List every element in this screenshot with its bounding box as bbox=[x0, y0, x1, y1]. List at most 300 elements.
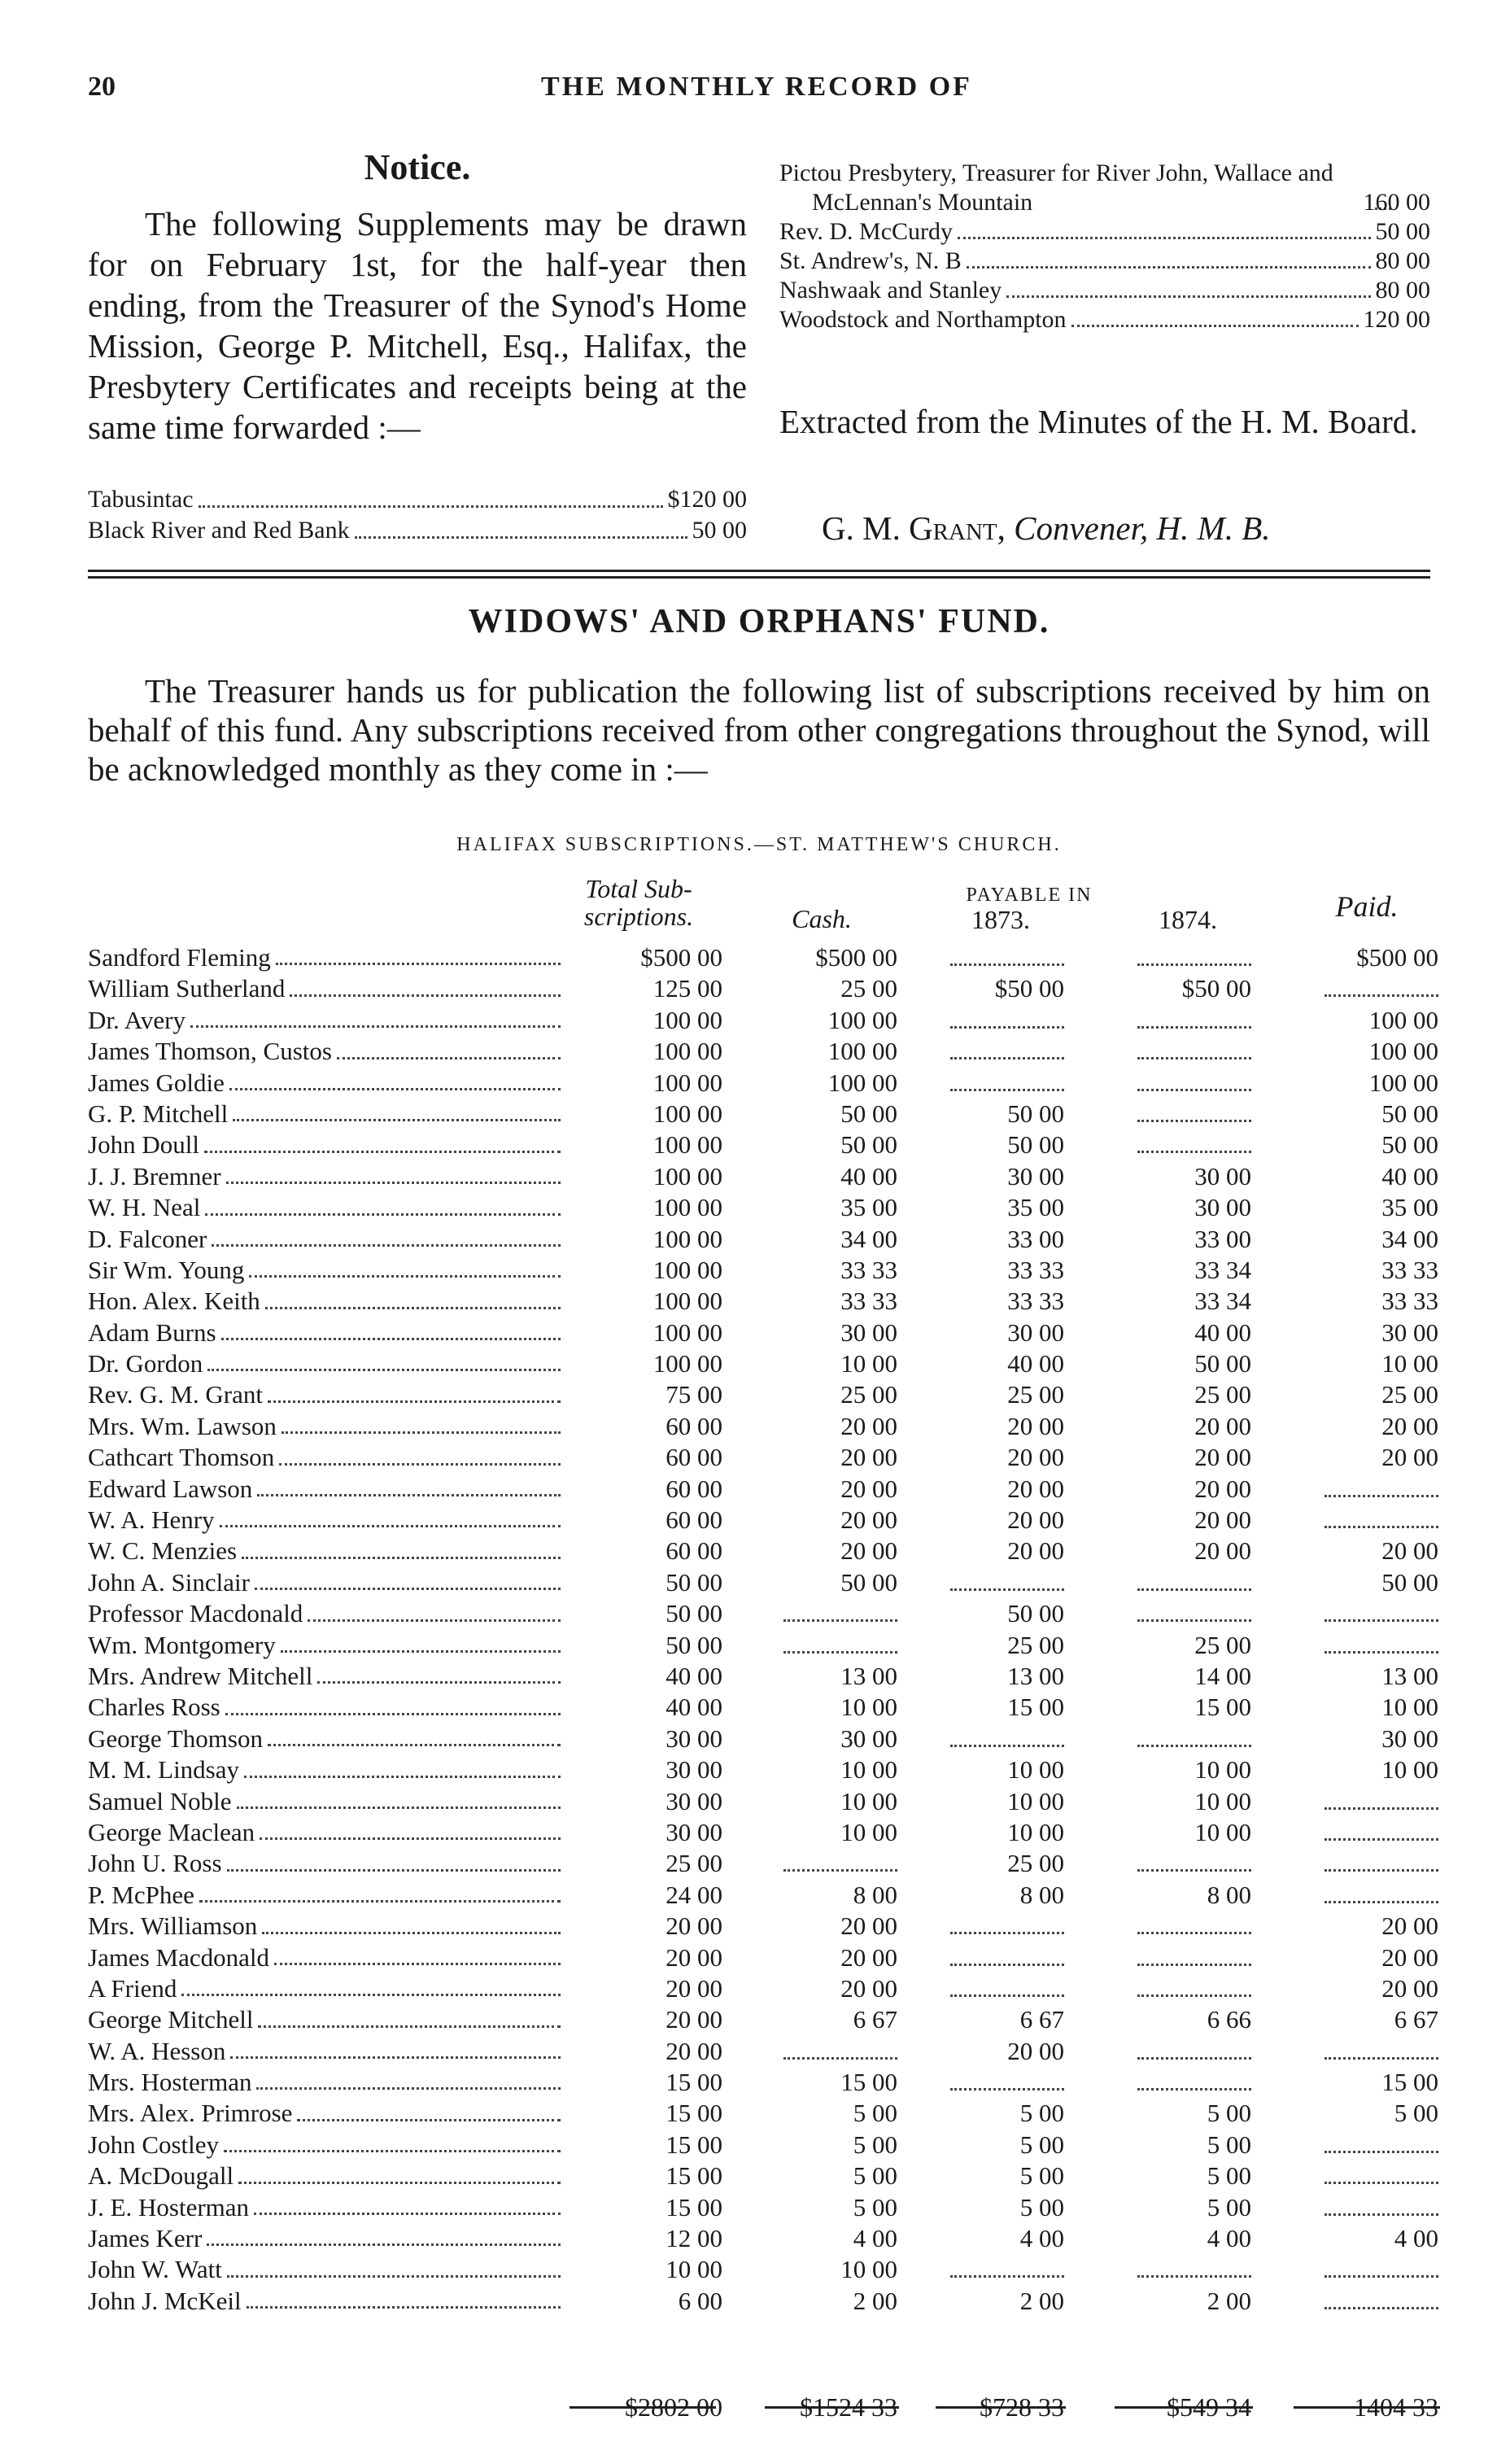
cash-cell: 40 00 bbox=[840, 1161, 897, 1190]
table-row bbox=[88, 1786, 1438, 1817]
blank-leader bbox=[783, 1851, 897, 1872]
table-row bbox=[88, 1161, 1438, 1192]
total-cell: 60 00 bbox=[666, 1505, 722, 1535]
y1873-cell: 50 00 bbox=[1007, 1130, 1064, 1160]
table-row bbox=[88, 1973, 1438, 2004]
presbytery-heading-row bbox=[779, 159, 1430, 217]
y1873-cell: 25 00 bbox=[1007, 1630, 1064, 1659]
subscriber-name: D. Falconer bbox=[88, 1224, 207, 1253]
dot-leader bbox=[260, 1837, 561, 1840]
total-cell: 15 00 bbox=[666, 2192, 722, 2222]
supplement-amount: 50 00 bbox=[692, 517, 747, 544]
y1873-cell: 20 00 bbox=[1007, 1443, 1064, 1472]
subscriber-cell bbox=[88, 1192, 564, 1223]
paid-cell: 100 00 bbox=[1368, 1037, 1438, 1066]
subscriber-cell bbox=[88, 2160, 564, 2191]
subscriber-cell bbox=[88, 2067, 564, 2098]
col-header-total-line1: Total Sub- bbox=[585, 874, 692, 903]
paid-cell bbox=[1292, 2160, 1438, 2191]
blank-leader bbox=[950, 2257, 1064, 2278]
supplement-item bbox=[88, 515, 747, 546]
total-cell: 10 00 bbox=[666, 2255, 722, 2284]
subscriber-name: J. E. Hosterman bbox=[88, 2192, 250, 2222]
total-cell: 100 00 bbox=[652, 1161, 722, 1190]
paid-cell: 20 00 bbox=[1381, 1411, 1438, 1440]
y1874-cell: 15 00 bbox=[1194, 1693, 1251, 1722]
total-cell: 15 00 bbox=[666, 2068, 722, 2097]
blank-leader bbox=[950, 1914, 1064, 1934]
subscriber-cell bbox=[88, 1942, 564, 1973]
y1873-cell: 10 00 bbox=[1007, 1817, 1064, 1846]
subscriber-cell bbox=[88, 2130, 564, 2160]
blank-leader bbox=[783, 2039, 897, 2060]
subscriber-cell bbox=[88, 1286, 564, 1317]
table-row bbox=[88, 1880, 1438, 1911]
table-row bbox=[88, 1036, 1438, 1067]
paid-cell bbox=[1292, 2254, 1438, 2285]
paid-cell: 13 00 bbox=[1381, 1661, 1438, 1690]
dot-leader bbox=[268, 1400, 561, 1403]
total-cell: 30 00 bbox=[666, 1755, 722, 1785]
y1873-cell: 8 00 bbox=[1019, 1880, 1064, 1909]
dot-leader bbox=[355, 536, 687, 539]
notice-title: Notice. bbox=[364, 147, 471, 187]
dot-leader bbox=[265, 1307, 561, 1309]
blank-leader bbox=[950, 1039, 1064, 1059]
supplement-item bbox=[779, 305, 1430, 334]
cash-cell: 20 00 bbox=[840, 1443, 897, 1472]
table-row bbox=[88, 1723, 1438, 1754]
table-row bbox=[88, 1598, 1438, 1629]
table-row bbox=[88, 1911, 1438, 1942]
subscriber-cell bbox=[88, 1848, 564, 1879]
table-row bbox=[88, 1474, 1438, 1505]
section-rule-top bbox=[88, 570, 1430, 572]
subscriber-name: Mrs. Williamson bbox=[88, 1911, 258, 1941]
subscriber-name: Mrs. Andrew Mitchell bbox=[88, 1661, 313, 1690]
paid-cell: 40 00 bbox=[1381, 1161, 1438, 1190]
subscriber-name: Adam Burns bbox=[88, 1317, 216, 1347]
dot-leader bbox=[274, 1963, 561, 1965]
cash-cell: 20 00 bbox=[840, 1536, 897, 1566]
presbytery-amount: 160 00 bbox=[1363, 189, 1430, 216]
subscriber-name: George Thomson bbox=[88, 1723, 263, 1753]
table-row bbox=[88, 1692, 1438, 1723]
blank-leader bbox=[1137, 1039, 1251, 1059]
subscriptions-table bbox=[88, 942, 1438, 2317]
table-row bbox=[88, 1536, 1438, 1566]
table-row bbox=[88, 1817, 1438, 1848]
supplement-item bbox=[779, 276, 1430, 305]
subscriber-name: Sandford Fleming bbox=[88, 943, 271, 972]
blank-leader bbox=[950, 1977, 1064, 1997]
dot-leader bbox=[290, 994, 561, 997]
presbytery-heading bbox=[779, 159, 1430, 217]
subscriber-name: Dr. Gordon bbox=[88, 1349, 203, 1378]
y1873-cell: 20 00 bbox=[1007, 1536, 1064, 1566]
col-header-paid: Paid. bbox=[1335, 890, 1399, 923]
total-cell: 100 00 bbox=[652, 1255, 722, 1284]
col-header-1873: 1873. bbox=[971, 905, 1030, 934]
total-cell: 15 00 bbox=[666, 2161, 722, 2191]
dot-leader bbox=[207, 2243, 561, 2246]
table-row bbox=[88, 1942, 1438, 1973]
y1873-cell bbox=[934, 1973, 1064, 2004]
section-rule-bottom bbox=[88, 576, 1430, 579]
y1873-cell bbox=[934, 942, 1064, 973]
paid-cell: 35 00 bbox=[1381, 1193, 1438, 1222]
total-cell: 20 00 bbox=[666, 1911, 722, 1941]
y1873-cell: 35 00 bbox=[1007, 1193, 1064, 1222]
table-row bbox=[88, 2223, 1438, 2254]
table-row bbox=[88, 1348, 1438, 1379]
cash-cell: 20 00 bbox=[840, 1505, 897, 1535]
y1873-cell: 10 00 bbox=[1007, 1755, 1064, 1785]
paid-cell: 30 00 bbox=[1381, 1317, 1438, 1347]
cash-cell: 5 00 bbox=[853, 2161, 897, 2191]
subscriber-name: A. McDougall bbox=[88, 2161, 234, 2191]
subscriber-cell bbox=[88, 1129, 564, 1160]
table-row bbox=[88, 1630, 1438, 1661]
dot-leader bbox=[247, 2306, 561, 2309]
dot-leader bbox=[242, 1557, 561, 1559]
blank-leader bbox=[1137, 1946, 1251, 1966]
blank-leader bbox=[1325, 1789, 1438, 1810]
total-cell: 60 00 bbox=[666, 1443, 722, 1472]
subscriber-name: Edward Lawson bbox=[88, 1474, 253, 1503]
y1873-cell: $50 00 bbox=[994, 974, 1064, 1003]
blank-leader bbox=[1325, 1633, 1438, 1654]
cash-cell: 33 33 bbox=[840, 1255, 897, 1284]
subscriber-cell bbox=[88, 2254, 564, 2285]
page-number: 20 bbox=[88, 72, 116, 102]
total-cell: 6 00 bbox=[678, 2286, 722, 2315]
table-row bbox=[88, 1848, 1438, 1879]
table-row bbox=[88, 2098, 1438, 2129]
running-title: THE MONTHLY RECORD OF bbox=[541, 72, 972, 102]
subscriber-name: John W. Watt bbox=[88, 2255, 222, 2284]
paid-cell: 50 00 bbox=[1381, 1099, 1438, 1128]
paid-cell: 20 00 bbox=[1381, 1536, 1438, 1566]
blank-leader bbox=[1137, 1601, 1251, 1622]
dot-leader bbox=[199, 1900, 561, 1903]
table-row bbox=[88, 1661, 1438, 1692]
subscriber-cell bbox=[88, 1161, 564, 1192]
subscriber-name: Charles Ross bbox=[88, 1693, 220, 1722]
supplement-list-right bbox=[779, 159, 1430, 334]
y1874-cell: 20 00 bbox=[1194, 1474, 1251, 1503]
blank-leader bbox=[950, 1727, 1064, 1747]
subscriber-name: John Doull bbox=[88, 1130, 199, 1160]
total-cell: $500 00 bbox=[640, 943, 722, 972]
y1874-cell bbox=[1113, 1973, 1251, 2004]
supplement-item bbox=[88, 484, 747, 515]
col-header-1874: 1874. bbox=[1159, 905, 1217, 934]
subscriber-cell bbox=[88, 1692, 564, 1723]
cash-cell: 30 00 bbox=[840, 1723, 897, 1753]
y1874-cell: 14 00 bbox=[1194, 1661, 1251, 1690]
y1874-cell bbox=[1113, 1099, 1251, 1129]
cash-cell: 33 33 bbox=[840, 1287, 897, 1316]
cash-cell: 15 00 bbox=[840, 2068, 897, 2097]
blank-leader bbox=[1325, 1508, 1438, 1528]
paid-cell: 50 00 bbox=[1381, 1567, 1438, 1597]
paid-cell bbox=[1292, 1848, 1438, 1879]
paid-cell bbox=[1292, 1786, 1438, 1817]
total-cell: 60 00 bbox=[666, 1536, 722, 1566]
blank-leader bbox=[1137, 1571, 1251, 1591]
cash-cell: 25 00 bbox=[840, 1380, 897, 1409]
subscriber-cell bbox=[88, 1036, 564, 1067]
dot-leader bbox=[1006, 295, 1370, 298]
supplement-list-left bbox=[88, 484, 747, 546]
blank-leader bbox=[950, 1571, 1064, 1591]
cash-cell: $500 00 bbox=[815, 943, 897, 972]
cash-cell: 50 00 bbox=[840, 1099, 897, 1128]
total-cell: 100 00 bbox=[652, 1287, 722, 1316]
cash-cell: 10 00 bbox=[840, 1786, 897, 1815]
y1873-cell: 2 00 bbox=[1019, 2286, 1064, 2315]
subscriber-cell bbox=[88, 1224, 564, 1255]
supplement-amount: 80 00 bbox=[1375, 277, 1430, 304]
total-cash: $1524 33 bbox=[800, 2392, 897, 2422]
dot-leader bbox=[297, 2119, 561, 2121]
table-row bbox=[88, 2254, 1438, 2285]
paid-cell: 33 33 bbox=[1381, 1287, 1438, 1316]
subscriber-name: James Goldie bbox=[88, 1068, 225, 1097]
subscriber-name: P. McPhee bbox=[88, 1880, 194, 1909]
paid-cell bbox=[1292, 2192, 1438, 2223]
paid-cell: 33 33 bbox=[1381, 1255, 1438, 1284]
blank-leader bbox=[950, 1071, 1064, 1091]
cash-cell: 20 00 bbox=[840, 1942, 897, 1972]
paid-cell: $500 00 bbox=[1356, 943, 1438, 972]
subscriber-name: Samuel Noble bbox=[88, 1786, 232, 1815]
y1874-cell bbox=[1113, 1567, 1251, 1598]
subscriber-name: Dr. Avery bbox=[88, 1005, 185, 1034]
subscriber-cell bbox=[88, 1536, 564, 1566]
table-row bbox=[88, 1068, 1438, 1099]
blank-leader bbox=[1137, 2039, 1251, 2060]
y1874-cell: 25 00 bbox=[1194, 1630, 1251, 1659]
table-row bbox=[88, 1286, 1438, 1317]
table-row bbox=[88, 2130, 1438, 2160]
paid-cell bbox=[1292, 1505, 1438, 1536]
blank-leader bbox=[1137, 1727, 1251, 1747]
y1873-cell: 50 00 bbox=[1007, 1099, 1064, 1128]
y1874-cell: 50 00 bbox=[1194, 1349, 1251, 1378]
subscriber-cell bbox=[88, 942, 564, 973]
y1874-cell: 20 00 bbox=[1194, 1536, 1251, 1566]
cash-cell bbox=[763, 1630, 897, 1661]
subscriber-cell bbox=[88, 1817, 564, 1848]
paid-cell: 100 00 bbox=[1368, 1068, 1438, 1097]
y1873-cell bbox=[934, 1723, 1064, 1754]
presbytery-label: Pictou Presbytery, Treasurer for River John, Wallace and McLennan's Mountain bbox=[779, 159, 1333, 216]
table-row bbox=[88, 1129, 1438, 1160]
cash-cell: 20 00 bbox=[840, 1411, 897, 1440]
supplement-label: Black River and Red Bank bbox=[88, 517, 350, 544]
blank-leader bbox=[1137, 1071, 1251, 1091]
blank-leader bbox=[1137, 1977, 1251, 1997]
dot-leader bbox=[281, 1431, 561, 1434]
subscriber-name: John U. Ross bbox=[88, 1849, 222, 1878]
cash-cell: 25 00 bbox=[840, 974, 897, 1003]
blank-leader bbox=[950, 946, 1064, 966]
total-cell: 20 00 bbox=[666, 1973, 722, 2003]
total-cell: 40 00 bbox=[666, 1693, 722, 1722]
paid-cell: 25 00 bbox=[1381, 1380, 1438, 1409]
supplement-label: St. Andrew's, N. B bbox=[779, 247, 962, 274]
y1874-cell: 33 00 bbox=[1194, 1224, 1251, 1253]
y1874-cell: 8 00 bbox=[1207, 1880, 1251, 1909]
totals-row bbox=[88, 2392, 1438, 2464]
supplement-label: Nashwaak and Stanley bbox=[779, 277, 1002, 304]
blank-leader bbox=[783, 1633, 897, 1654]
dot-leader bbox=[958, 237, 1370, 239]
cash-cell: 20 00 bbox=[840, 1973, 897, 2003]
dot-leader bbox=[276, 963, 561, 965]
subscriber-name: G. P. Mitchell bbox=[88, 1099, 229, 1128]
blank-leader bbox=[1137, 1851, 1251, 1872]
cash-cell: 34 00 bbox=[840, 1224, 897, 1253]
subscriber-cell bbox=[88, 1880, 564, 1911]
subscriber-name: J. J. Bremner bbox=[88, 1161, 221, 1190]
subscriber-cell bbox=[88, 1005, 564, 1036]
paid-cell bbox=[1292, 1598, 1438, 1629]
y1873-cell bbox=[934, 1068, 1064, 1099]
y1873-cell: 30 00 bbox=[1007, 1317, 1064, 1347]
table-row bbox=[88, 1567, 1438, 1598]
subscriber-name: John Costley bbox=[88, 2130, 220, 2159]
blank-leader bbox=[1325, 1601, 1438, 1622]
y1874-cell: 33 34 bbox=[1194, 1287, 1251, 1316]
blank-leader bbox=[1325, 2257, 1438, 2278]
total-cell: 12 00 bbox=[666, 2224, 722, 2253]
y1874-cell: 33 34 bbox=[1194, 1255, 1251, 1284]
paid-cell: 30 00 bbox=[1381, 1723, 1438, 1753]
total-cell: 20 00 bbox=[666, 2036, 722, 2065]
dot-leader bbox=[256, 2087, 561, 2090]
paid-cell bbox=[1292, 1630, 1438, 1661]
y1873-cell: 30 00 bbox=[1007, 1161, 1064, 1190]
cash-cell bbox=[763, 2036, 897, 2067]
total-cell: 100 00 bbox=[652, 1317, 722, 1347]
paid-cell: 20 00 bbox=[1381, 1942, 1438, 1972]
y1873-cell bbox=[934, 2254, 1064, 2285]
total-cell: 100 00 bbox=[652, 1130, 722, 1160]
subscriber-cell bbox=[88, 1630, 564, 1661]
y1873-cell: 20 00 bbox=[1007, 1411, 1064, 1440]
dot-leader bbox=[229, 1088, 561, 1090]
y1874-cell: 5 00 bbox=[1207, 2099, 1251, 2128]
y1874-cell bbox=[1113, 942, 1251, 973]
total-cell: 15 00 bbox=[666, 2130, 722, 2159]
total-cell: 100 00 bbox=[652, 1224, 722, 1253]
blank-leader bbox=[1325, 2164, 1438, 2184]
subscriber-cell bbox=[88, 2223, 564, 2254]
paid-cell: 6 67 bbox=[1394, 2005, 1438, 2034]
subscriber-name: Mrs. Alex. Primrose bbox=[88, 2099, 293, 2128]
paid-cell: 20 00 bbox=[1381, 1443, 1438, 1472]
subscriber-name: James Kerr bbox=[88, 2224, 203, 2253]
subscriber-name: James Thomson, Custos bbox=[88, 1037, 332, 1066]
cash-cell: 2 00 bbox=[853, 2286, 897, 2315]
y1874-cell: 25 00 bbox=[1194, 1380, 1251, 1409]
paid-cell bbox=[1292, 2036, 1438, 2067]
total-cell: 15 00 bbox=[666, 2099, 722, 2128]
subscriber-cell bbox=[88, 1317, 564, 1348]
y1873-cell: 5 00 bbox=[1019, 2130, 1064, 2159]
cash-cell: 50 00 bbox=[840, 1130, 897, 1160]
cash-cell: 10 00 bbox=[840, 2255, 897, 2284]
paid-cell bbox=[1292, 2130, 1438, 2160]
paid-cell: 100 00 bbox=[1368, 1005, 1438, 1034]
subscriber-name: W. H. Neal bbox=[88, 1193, 201, 1222]
table-row bbox=[88, 2286, 1438, 2317]
y1874-cell: 40 00 bbox=[1194, 1317, 1251, 1347]
blank-leader bbox=[950, 2070, 1064, 2090]
y1874-cell: 10 00 bbox=[1194, 1755, 1251, 1785]
dot-leader bbox=[227, 2275, 561, 2278]
dot-leader bbox=[230, 2056, 561, 2059]
subscriber-name: A Friend bbox=[88, 1973, 177, 2003]
y1873-cell: 13 00 bbox=[1007, 1661, 1064, 1690]
y1874-cell bbox=[1113, 1942, 1251, 1973]
col-header-cash: Cash. bbox=[792, 904, 852, 933]
supplement-label: Rev. D. McCurdy bbox=[779, 218, 954, 245]
subscriber-cell bbox=[88, 1099, 564, 1129]
table-row bbox=[88, 1192, 1438, 1223]
subscriber-cell bbox=[88, 2036, 564, 2067]
total-cell: 75 00 bbox=[666, 1380, 722, 1409]
subscriber-name: Professor Macdonald bbox=[88, 1599, 303, 1628]
table-row bbox=[88, 1224, 1438, 1255]
subscriber-name: George Maclean bbox=[88, 1817, 255, 1846]
y1873-cell: 25 00 bbox=[1007, 1380, 1064, 1409]
y1874-cell: 20 00 bbox=[1194, 1443, 1251, 1472]
y1874-cell bbox=[1113, 1848, 1251, 1879]
dot-leader bbox=[308, 1619, 561, 1622]
dot-leader bbox=[254, 2213, 561, 2215]
extract-note: Extracted from the Minutes of the H. M. Board. bbox=[779, 403, 1418, 440]
subscriber-cell bbox=[88, 1973, 564, 2004]
table-row bbox=[88, 1255, 1438, 1286]
table-row bbox=[88, 2036, 1438, 2067]
y1873-cell bbox=[934, 1036, 1064, 1067]
dot-leader bbox=[220, 1525, 561, 1527]
dot-leader bbox=[225, 1713, 561, 1715]
subscriber-name: Rev. G. M. Grant bbox=[88, 1380, 263, 1409]
y1873-cell bbox=[934, 1005, 1064, 1036]
subscriber-name: Sir Wm. Young bbox=[88, 1255, 245, 1284]
y1874-cell: 5 00 bbox=[1207, 2161, 1251, 2191]
dot-leader bbox=[181, 1994, 561, 1996]
dot-leader bbox=[224, 2150, 561, 2152]
subscriber-cell bbox=[88, 1786, 564, 1817]
y1873-cell: 33 33 bbox=[1007, 1287, 1064, 1316]
total-1874: $549 34 bbox=[1167, 2392, 1251, 2422]
paid-cell: 10 00 bbox=[1381, 1755, 1438, 1785]
total-cell: 30 00 bbox=[666, 1723, 722, 1753]
table-row bbox=[88, 1099, 1438, 1129]
table-row bbox=[88, 1754, 1438, 1785]
y1873-cell: 6 67 bbox=[1019, 2005, 1064, 2034]
blank-leader bbox=[1325, 2289, 1438, 2309]
y1873-cell: 25 00 bbox=[1007, 1849, 1064, 1878]
paid-cell: 15 00 bbox=[1381, 2068, 1438, 2097]
y1874-cell: 30 00 bbox=[1194, 1193, 1251, 1222]
